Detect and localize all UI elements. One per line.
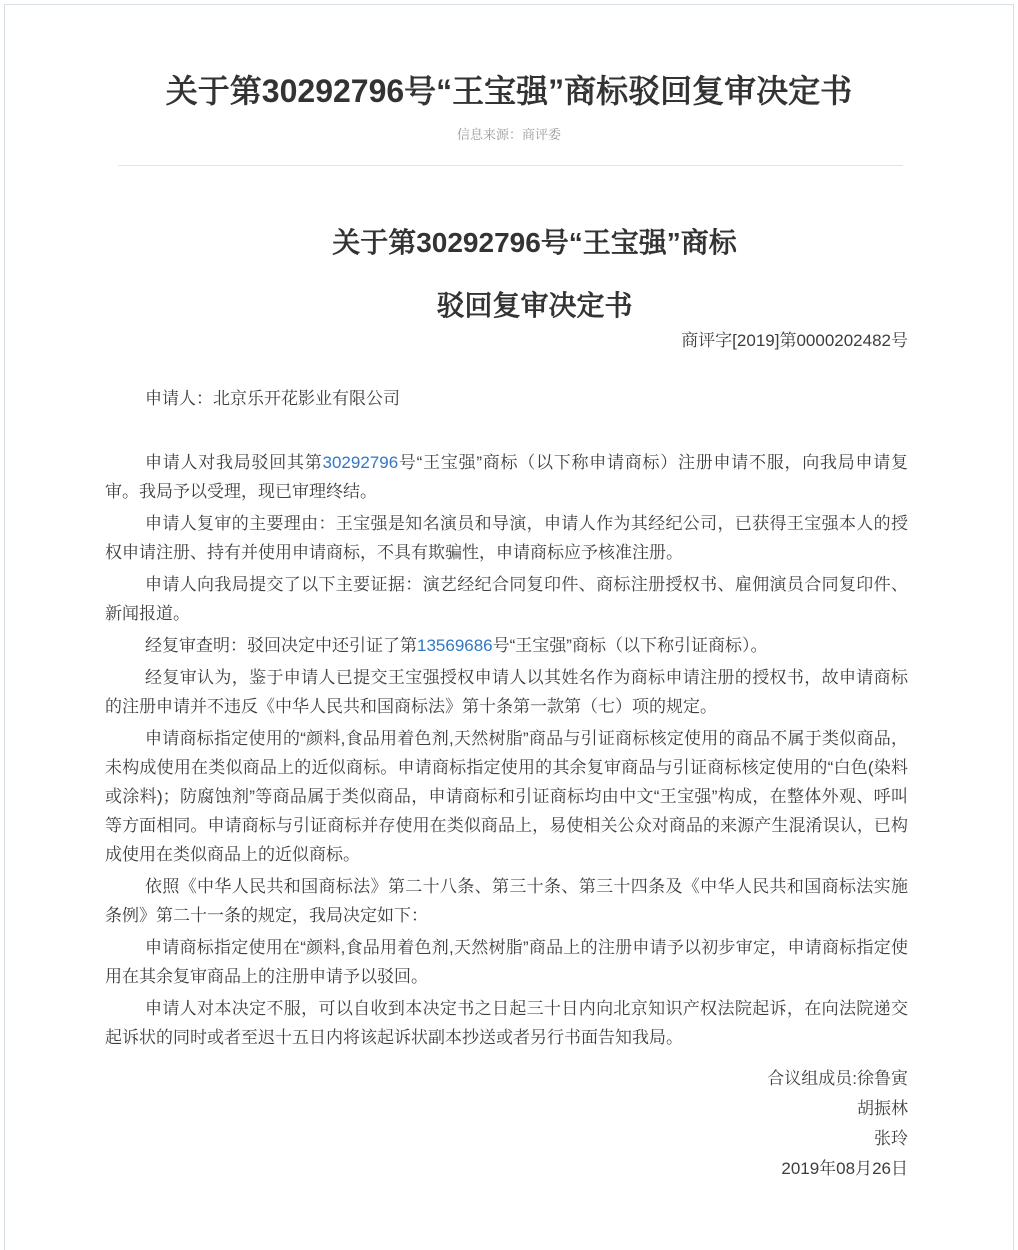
paragraph-text: 申请人对本决定不服，可以自收到本决定书之日起三十日内向北京知识产权法院起诉，在向法院递交起诉状的同时或者至迟十五日内将该起诉状副本抄送或者另行书面告知我局。 — [105, 999, 908, 1047]
paragraph-review-reasons — [105, 509, 908, 567]
paragraph-decision — [105, 933, 908, 991]
paragraph-text: 经复审认为，鉴于申请人已提交王宝强授权申请人以其姓名作为商标申请注册的授权书，故申请商标的注册申请并不违反《中华人民共和国商标法》第十条第一款第（七）项的规定。 — [105, 668, 908, 716]
paragraph-findings — [105, 631, 908, 660]
paragraph-text: 申请人：北京乐开花影业有限公司 — [145, 389, 400, 408]
paragraph-applicant — [105, 384, 908, 413]
document-title-line1: 关于第30292796号“王宝强”商标 — [332, 227, 737, 258]
page-container — [4, 4, 1014, 1250]
source-label: 信息来源：商评委 — [456, 127, 561, 142]
paragraph-similarity-analysis — [105, 724, 908, 869]
signature-member: 张玲 — [874, 1129, 908, 1148]
signature-member: 合议组成员:徐鲁寅 — [767, 1069, 908, 1088]
document-title-line2: 驳回复审决定书 — [436, 290, 633, 321]
paragraph-holding — [105, 663, 908, 721]
paragraph-text: 申请商标指定使用的“颜料,食品用着色剂,天然树脂”商品与引证商标核定使用的商品不属于类似商品，未构成使用在类似商品上的近似商标。申请商标指定使用的其余复审商品与引证商标核定使用的“白色(染料或涂料)；防腐蚀剂”等商品属于类似商品，申请商标和引证商标均由中文“王宝强”构成，在整体外观、呼叫等方面相同。申请商标与引证商标并存使用在类似商品上，易使相关公众对商品的来源产生混淆误认，已构成使用在类似商品上的近似商标。 — [105, 729, 908, 864]
paragraph-legal-basis — [105, 872, 908, 930]
paragraph-text: 号“王宝强”商标（以下称申请商标）注册申请不服，向我局申请复审。我局予以受理，现已审理终结。 — [105, 453, 909, 501]
decision-document — [105, 226, 908, 1184]
signature-member: 胡振林 — [857, 1099, 908, 1118]
trademark-number-link[interactable]: 13569686 — [417, 636, 493, 655]
paragraph-review-request — [105, 448, 908, 506]
signature-block — [105, 1064, 908, 1184]
paragraph-text: 申请人复审的主要理由：王宝强是知名演员和导演，申请人作为其经纪公司，已获得王宝强本人的授权申请注册、持有并使用申请商标，不具有欺骗性，申请商标应予核准注册。 — [105, 514, 908, 562]
paragraph-appeal-rights — [105, 994, 908, 1052]
case-number: 商评字[2019]第0000202482号 — [681, 331, 908, 350]
document-body — [105, 384, 908, 1052]
paragraph-evidence — [105, 570, 908, 628]
paragraph-text: 申请商标指定使用在“颜料,食品用着色剂,天然树脂”商品上的注册申请予以初步审定，申请商标指定使用在其余复审商品上的注册申请予以驳回。 — [105, 938, 908, 986]
trademark-number-link[interactable]: 30292796 — [322, 453, 399, 472]
page-title: 关于第30292796号“王宝强”商标驳回复审决定书 — [165, 73, 853, 109]
article-header — [5, 71, 1013, 166]
paragraph-text: 经复审查明：驳回决定中还引证了第 — [145, 636, 417, 655]
paragraph-text: 申请人向我局提交了以下主要证据：演艺经纪合同复印件、商标注册授权书、雇佣演员合同复印件、新闻报道。 — [105, 575, 908, 623]
header-divider — [118, 165, 903, 166]
paragraph-text: 号“王宝强”商标（以下称引证商标）。 — [492, 636, 768, 655]
paragraph-text: 申请人对我局驳回其第 — [145, 453, 323, 472]
signature-date: 2019年08月26日 — [781, 1159, 908, 1178]
paragraph-text: 依照《中华人民共和国商标法》第二十八条、第三十条、第三十四条及《中华人民共和国商标法实施条例》第二十一条的规定，我局决定如下： — [105, 877, 908, 925]
